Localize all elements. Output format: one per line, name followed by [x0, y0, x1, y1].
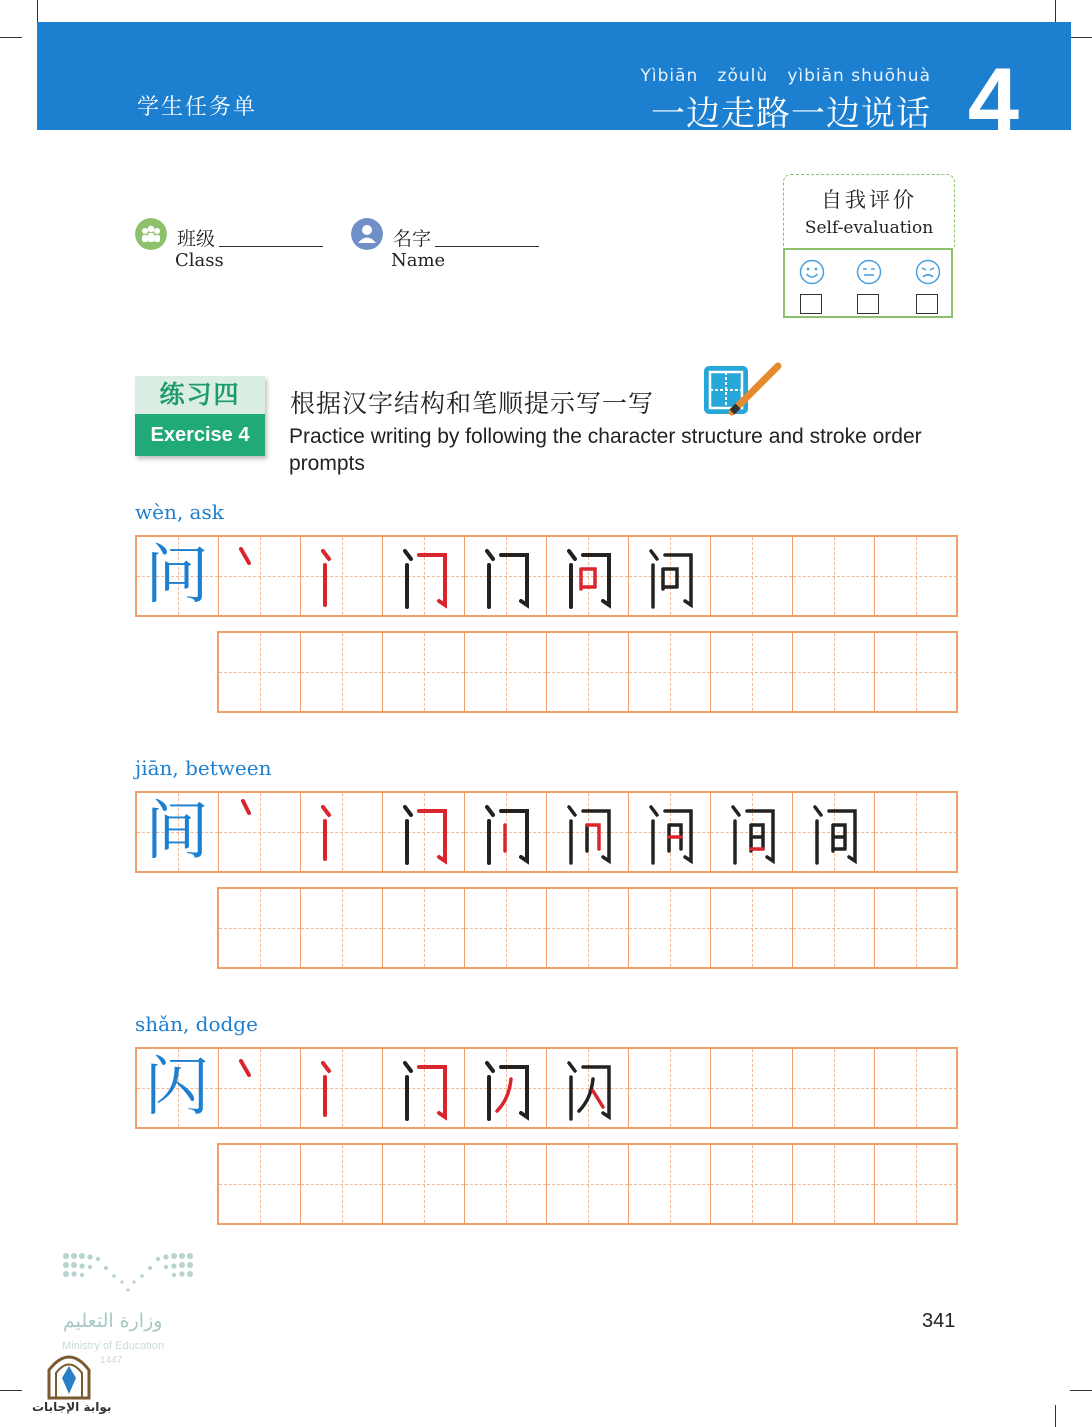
name-field [351, 218, 551, 278]
ministry-dots-icon [58, 1248, 198, 1298]
practice-cell[interactable] [547, 633, 629, 711]
watermark-arch-icon [44, 1348, 94, 1400]
exercise-badge-en: Exercise 4 [135, 414, 265, 456]
practice-cell[interactable] [875, 889, 957, 967]
stroke-cell [383, 1049, 465, 1127]
stroke-cell [383, 793, 465, 871]
practice-cell[interactable] [793, 633, 875, 711]
stroke-cell [465, 537, 547, 615]
class-field [135, 218, 335, 278]
practice-cell[interactable] [547, 1145, 629, 1223]
stroke-cell [301, 537, 383, 615]
crop-mark [1070, 1390, 1092, 1391]
practice-cell[interactable] [629, 1145, 711, 1223]
unit-number: 4 [967, 50, 1019, 152]
ministry-name-en: Ministry of Education [62, 1340, 165, 1352]
stroke-cell [465, 1049, 547, 1127]
practice-cell[interactable] [875, 537, 957, 615]
writing-grid-pencil-icon [702, 362, 784, 418]
practice-cell[interactable] [711, 633, 793, 711]
person-icon [351, 218, 383, 250]
practice-cell[interactable] [301, 889, 383, 967]
practice-cell[interactable] [711, 537, 793, 615]
model-char-shan: 闪 [145, 1051, 209, 1125]
practice-cell[interactable] [383, 1145, 465, 1223]
practice-cell[interactable] [383, 889, 465, 967]
ministry-year: 1447 [100, 1355, 123, 1366]
crop-mark [1070, 37, 1092, 38]
happy-checkbox[interactable] [800, 294, 822, 314]
practice-grid-wen [217, 631, 958, 713]
stroke-cell [383, 537, 465, 615]
practice-cell[interactable] [629, 889, 711, 967]
practice-cell[interactable] [547, 889, 629, 967]
practice-cell[interactable] [465, 633, 547, 711]
stroke-grid-jian [135, 791, 958, 873]
crop-mark [0, 1390, 22, 1391]
self-evaluation-zh: 自我评价 [821, 188, 917, 212]
char-label-shan: shǎn, dodge [135, 1012, 258, 1036]
stroke-grid-wen [135, 535, 958, 617]
sad-checkbox[interactable] [916, 294, 938, 314]
practice-cell[interactable] [875, 1049, 957, 1127]
task-sheet-title: 学生任务单 [137, 95, 258, 120]
practice-cell[interactable] [301, 633, 383, 711]
practice-cell[interactable] [875, 633, 957, 711]
sad-face-icon [915, 259, 941, 285]
practice-cell[interactable] [711, 1145, 793, 1223]
stroke-cell [219, 1049, 301, 1127]
lesson-pinyin: Yìbiān zǒulù yìbiān shuōhuà [640, 66, 931, 86]
stroke-cell [301, 1049, 383, 1127]
practice-cell[interactable] [219, 889, 301, 967]
model-char-jian: 间 [145, 795, 209, 869]
exercise-badge [135, 376, 265, 456]
practice-cell[interactable] [301, 1145, 383, 1223]
stroke-grid-shan [135, 1047, 958, 1129]
practice-cell[interactable] [793, 889, 875, 967]
char-label-jian: jiān, between [135, 756, 272, 780]
lesson-title: 一边走路一边说话 [651, 94, 931, 134]
name-input-line[interactable] [435, 246, 539, 247]
practice-grid-jian [217, 887, 958, 969]
model-char-cell [137, 1049, 219, 1127]
model-char-cell [137, 793, 219, 871]
stroke-cell [219, 793, 301, 871]
crop-mark [37, 0, 38, 22]
neutral-face-icon [856, 259, 882, 285]
stroke-cell [793, 793, 875, 871]
practice-cell[interactable] [875, 1145, 957, 1223]
practice-cell[interactable] [711, 889, 793, 967]
crop-mark [1055, 0, 1056, 22]
stroke-cell [629, 793, 711, 871]
practice-cell[interactable] [793, 1145, 875, 1223]
stroke-cell [301, 793, 383, 871]
class-label-zh: 班级 [177, 228, 216, 250]
char-label-wen: wèn, ask [135, 500, 224, 524]
practice-cell[interactable] [629, 1049, 711, 1127]
self-evaluation-en: Self-evaluation [804, 218, 934, 238]
self-evaluation-box [783, 174, 955, 320]
stroke-cell [629, 537, 711, 615]
class-input-line[interactable] [219, 246, 323, 247]
watermark-text: بوابة الإجابات [32, 1400, 112, 1414]
practice-cell[interactable] [793, 537, 875, 615]
header-banner [37, 22, 1071, 152]
model-char-cell [137, 537, 219, 615]
exercise-badge-zh: 练习四 [135, 376, 265, 414]
happy-face-icon [799, 259, 825, 285]
name-label-zh: 名字 [393, 228, 432, 250]
crop-mark [1055, 1405, 1056, 1427]
stroke-cell [547, 1049, 629, 1127]
practice-cell[interactable] [465, 889, 547, 967]
ministry-name-ar: وزارة التعليم [63, 1310, 163, 1332]
practice-grid-shan [217, 1143, 958, 1225]
stroke-cell [465, 793, 547, 871]
stroke-cell [547, 793, 629, 871]
model-char-wen: 问 [145, 539, 209, 613]
name-label-en: Name [391, 250, 446, 271]
crop-mark [0, 37, 22, 38]
stroke-cell [219, 537, 301, 615]
neutral-checkbox[interactable] [857, 294, 879, 314]
practice-cell[interactable] [219, 1145, 301, 1223]
practice-cell[interactable] [629, 633, 711, 711]
instruction-en: Practice writing by following the character structure and stroke order prompts [289, 425, 922, 475]
practice-cell[interactable] [711, 1049, 793, 1127]
group-icon [135, 218, 167, 250]
instruction-zh: 根据汉字结构和笔顺提示写一写 [290, 389, 655, 418]
practice-cell[interactable] [383, 633, 465, 711]
practice-cell[interactable] [465, 1145, 547, 1223]
practice-cell[interactable] [875, 793, 957, 871]
stroke-cell [547, 537, 629, 615]
class-label-en: Class [175, 250, 224, 271]
practice-cell[interactable] [219, 633, 301, 711]
page-number: 341 [922, 1310, 956, 1332]
stroke-cell [711, 793, 793, 871]
practice-cell[interactable] [793, 1049, 875, 1127]
